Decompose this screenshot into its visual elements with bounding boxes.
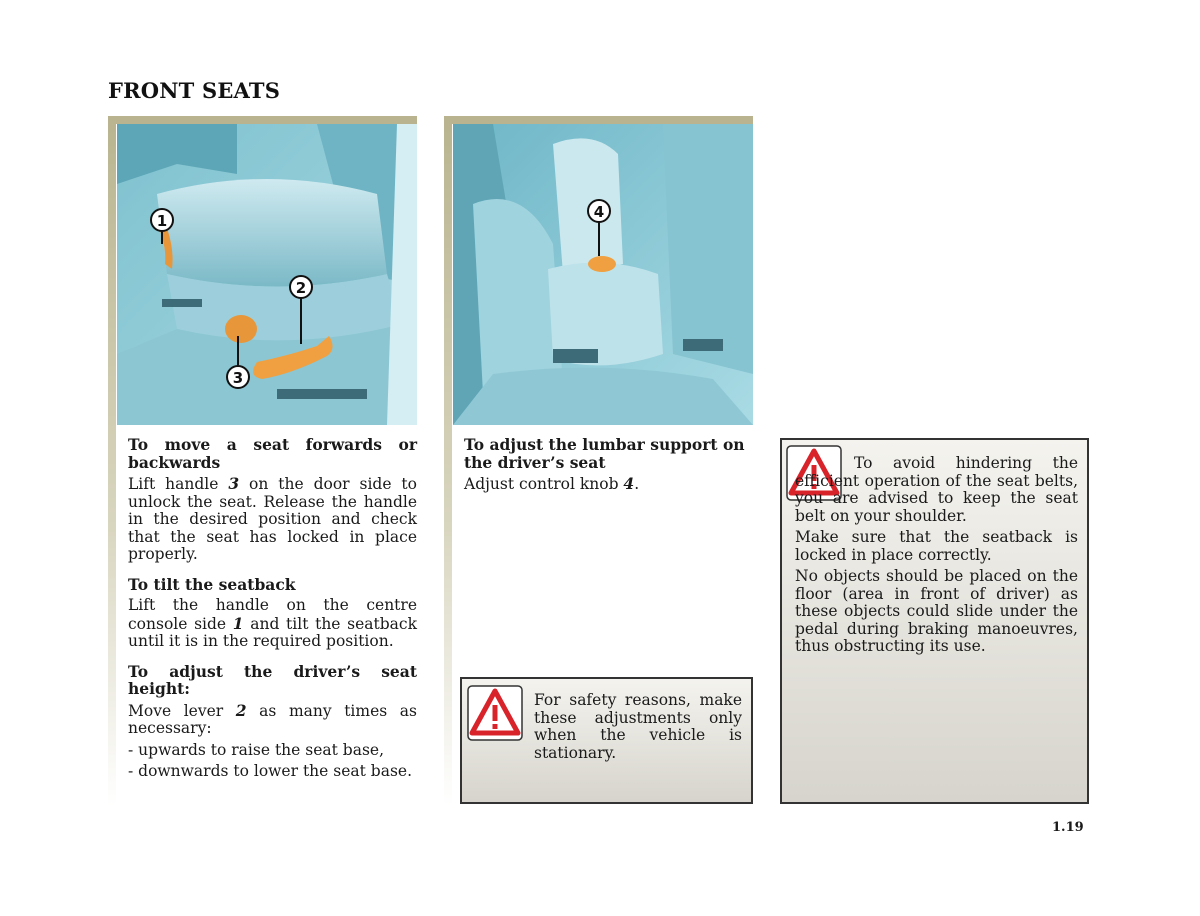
heading-move-seat: To move a seat forwards or backwards [128, 435, 417, 472]
seat-handles-photo [117, 124, 417, 425]
seat-belt-warning-text [795, 455, 1078, 660]
seat-height-down: - downwards to lower the seat base. [128, 762, 412, 780]
left-column-text [128, 436, 417, 785]
warning-paragraph-1: To avoid hindering the efficient operation of the seat belts, you are advised to keep the seat belt on your shoulder. [795, 454, 1078, 525]
middle-column-top-bar [444, 116, 753, 124]
seat-height-up: - upwards to raise the seat base, [128, 740, 384, 759]
heading-seat-height: To adjust the driver’s seat height: [128, 661, 417, 698]
seat-height-paragraph: Move lever 2 as many times as necessary: [128, 700, 417, 737]
warning-paragraph-3: No objects should be placed on the floor (area in front of driver) as these objects could slide under the pedal during braking manoeuvres, thus obstructing its use. [795, 567, 1078, 655]
safety-warning-box [460, 677, 753, 804]
heading-lumbar-support: To adjust the lumbar support on the driver’s seat [464, 435, 745, 472]
middle-column-text [464, 436, 753, 498]
left-column-side-bar [108, 116, 116, 806]
lumbar-paragraph: Adjust control knob 4. [464, 474, 640, 493]
heading-tilt-seatback: To tilt the seatback [128, 574, 296, 594]
safety-warning-text: For safety reasons, make these adjustments only when the vehicle is stationary. [534, 691, 742, 762]
callout-4-label: 4 [593, 203, 605, 221]
warning-paragraph-2: Make sure that the seatback is locked in place correctly. [795, 528, 1078, 564]
callout-2-label: 2 [295, 279, 307, 297]
middle-column-side-bar [444, 116, 452, 806]
page-title: FRONT SEATS [108, 78, 281, 103]
callout-1-label: 1 [156, 212, 168, 230]
move-seat-paragraph: Lift handle 3 on the door side to unlock the seat. Release the handle in the desired position and check that the seat has locked in place properly. [128, 474, 417, 563]
warning-triangle-icon [467, 685, 523, 745]
seat-belt-warning-box [780, 438, 1089, 804]
tilt-seatback-paragraph: Lift the handle on the centre console side 1 and tilt the seatback until it is in the required position. [128, 596, 417, 650]
lumbar-knob-photo [453, 124, 753, 425]
page-number: 1.19 [1052, 820, 1084, 835]
callout-3-label: 3 [232, 369, 244, 387]
left-column-top-bar [108, 116, 417, 124]
